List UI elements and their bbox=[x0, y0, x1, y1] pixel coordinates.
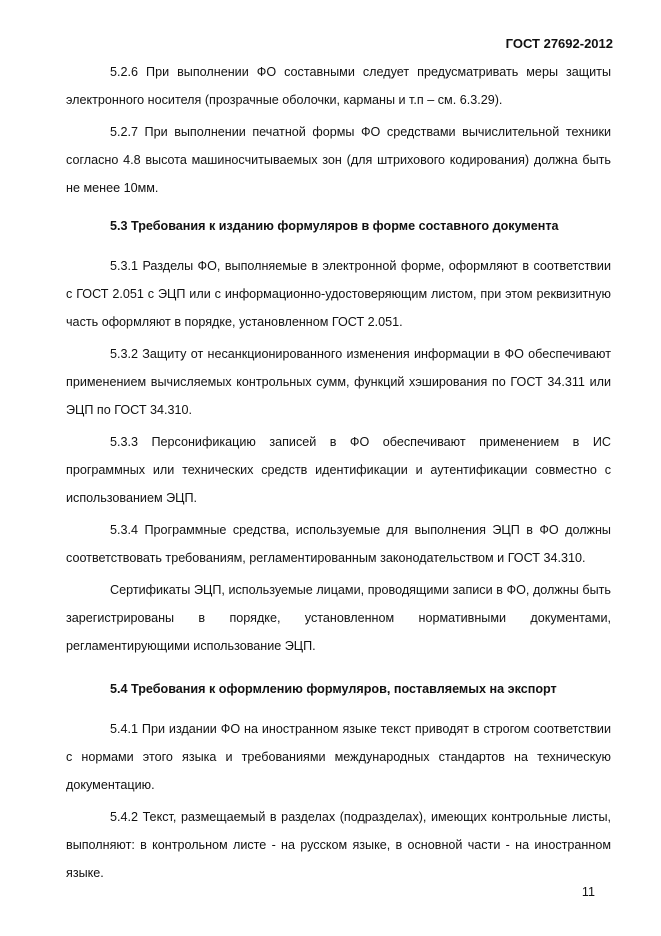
document-header: ГОСТ 27692-2012 bbox=[505, 36, 613, 51]
page-number: 11 bbox=[581, 885, 595, 899]
paragraph-5-4-1: 5.4.1 При издании ФО на иностранном языке текст приводят в строгом соответствии с нормами этого языка и требованиями международных стандартов на техническую документацию. bbox=[66, 722, 611, 792]
section-heading-5-3: 5.3 Требования к изданию формуляров в форме составного документа bbox=[110, 219, 559, 233]
paragraph-5-3-1: 5.3.1 Разделы ФО, выполняемые в электронной форме, оформляют в соответствии с ГОСТ 2.051 с ЭЦП или с информационно-удостоверяющим листом, при этом реквизитную часть оформляют в порядке, установленном ГОСТ 2.051. bbox=[66, 259, 611, 329]
section-heading-5-4: 5.4 Требования к оформлению формуляров, поставляемых на экспорт bbox=[110, 682, 557, 696]
document-body bbox=[66, 58, 611, 887]
paragraph-5-3-2: 5.3.2 Защиту от несанкционированного изменения информации в ФО обеспечивают применением вычисляемых контрольных сумм, функций хэширования по ГОСТ 34.311 или ЭЦП по ГОСТ 34.310. bbox=[66, 347, 611, 417]
paragraph-5-4-2: 5.4.2 Текст, размещаемый в разделах (подразделах), имеющих контрольные листы, выполняют: в контрольном листе - на русском языке, в основной части - на иностранном языке. bbox=[66, 810, 611, 880]
paragraph-5-3-4: 5.3.4 Программные средства, используемые для выполнения ЭЦП в ФО должны соответствовать требованиям, регламентированным законодательством и ГОСТ 34.310. bbox=[66, 523, 611, 565]
paragraph-5-3-3: 5.3.3 Персонификацию записей в ФО обеспечивают применением в ИС программных или технических средств идентификации и аутентификации совместно с использованием ЭЦП. bbox=[66, 435, 611, 505]
paragraph-5-2-7: 5.2.7 При выполнении печатной формы ФО средствами вычислительной техники согласно 4.8 высота машиносчитываемых зон (для штрихового кодирования) должна быть не менее 10мм. bbox=[66, 125, 611, 195]
paragraph-5-2-6: 5.2.6 При выполнении ФО составными следует предусматривать меры защиты электронного носителя (прозрачные оболочки, карманы и т.п – см. 6.3.29). bbox=[66, 65, 611, 107]
paragraph-certificates: Сертификаты ЭЦП, используемые лицами, проводящими записи в ФО, должны быть зарегистрированы в порядке, установленном нормативными документами, регламентирующими использование ЭЦП. bbox=[66, 583, 611, 653]
